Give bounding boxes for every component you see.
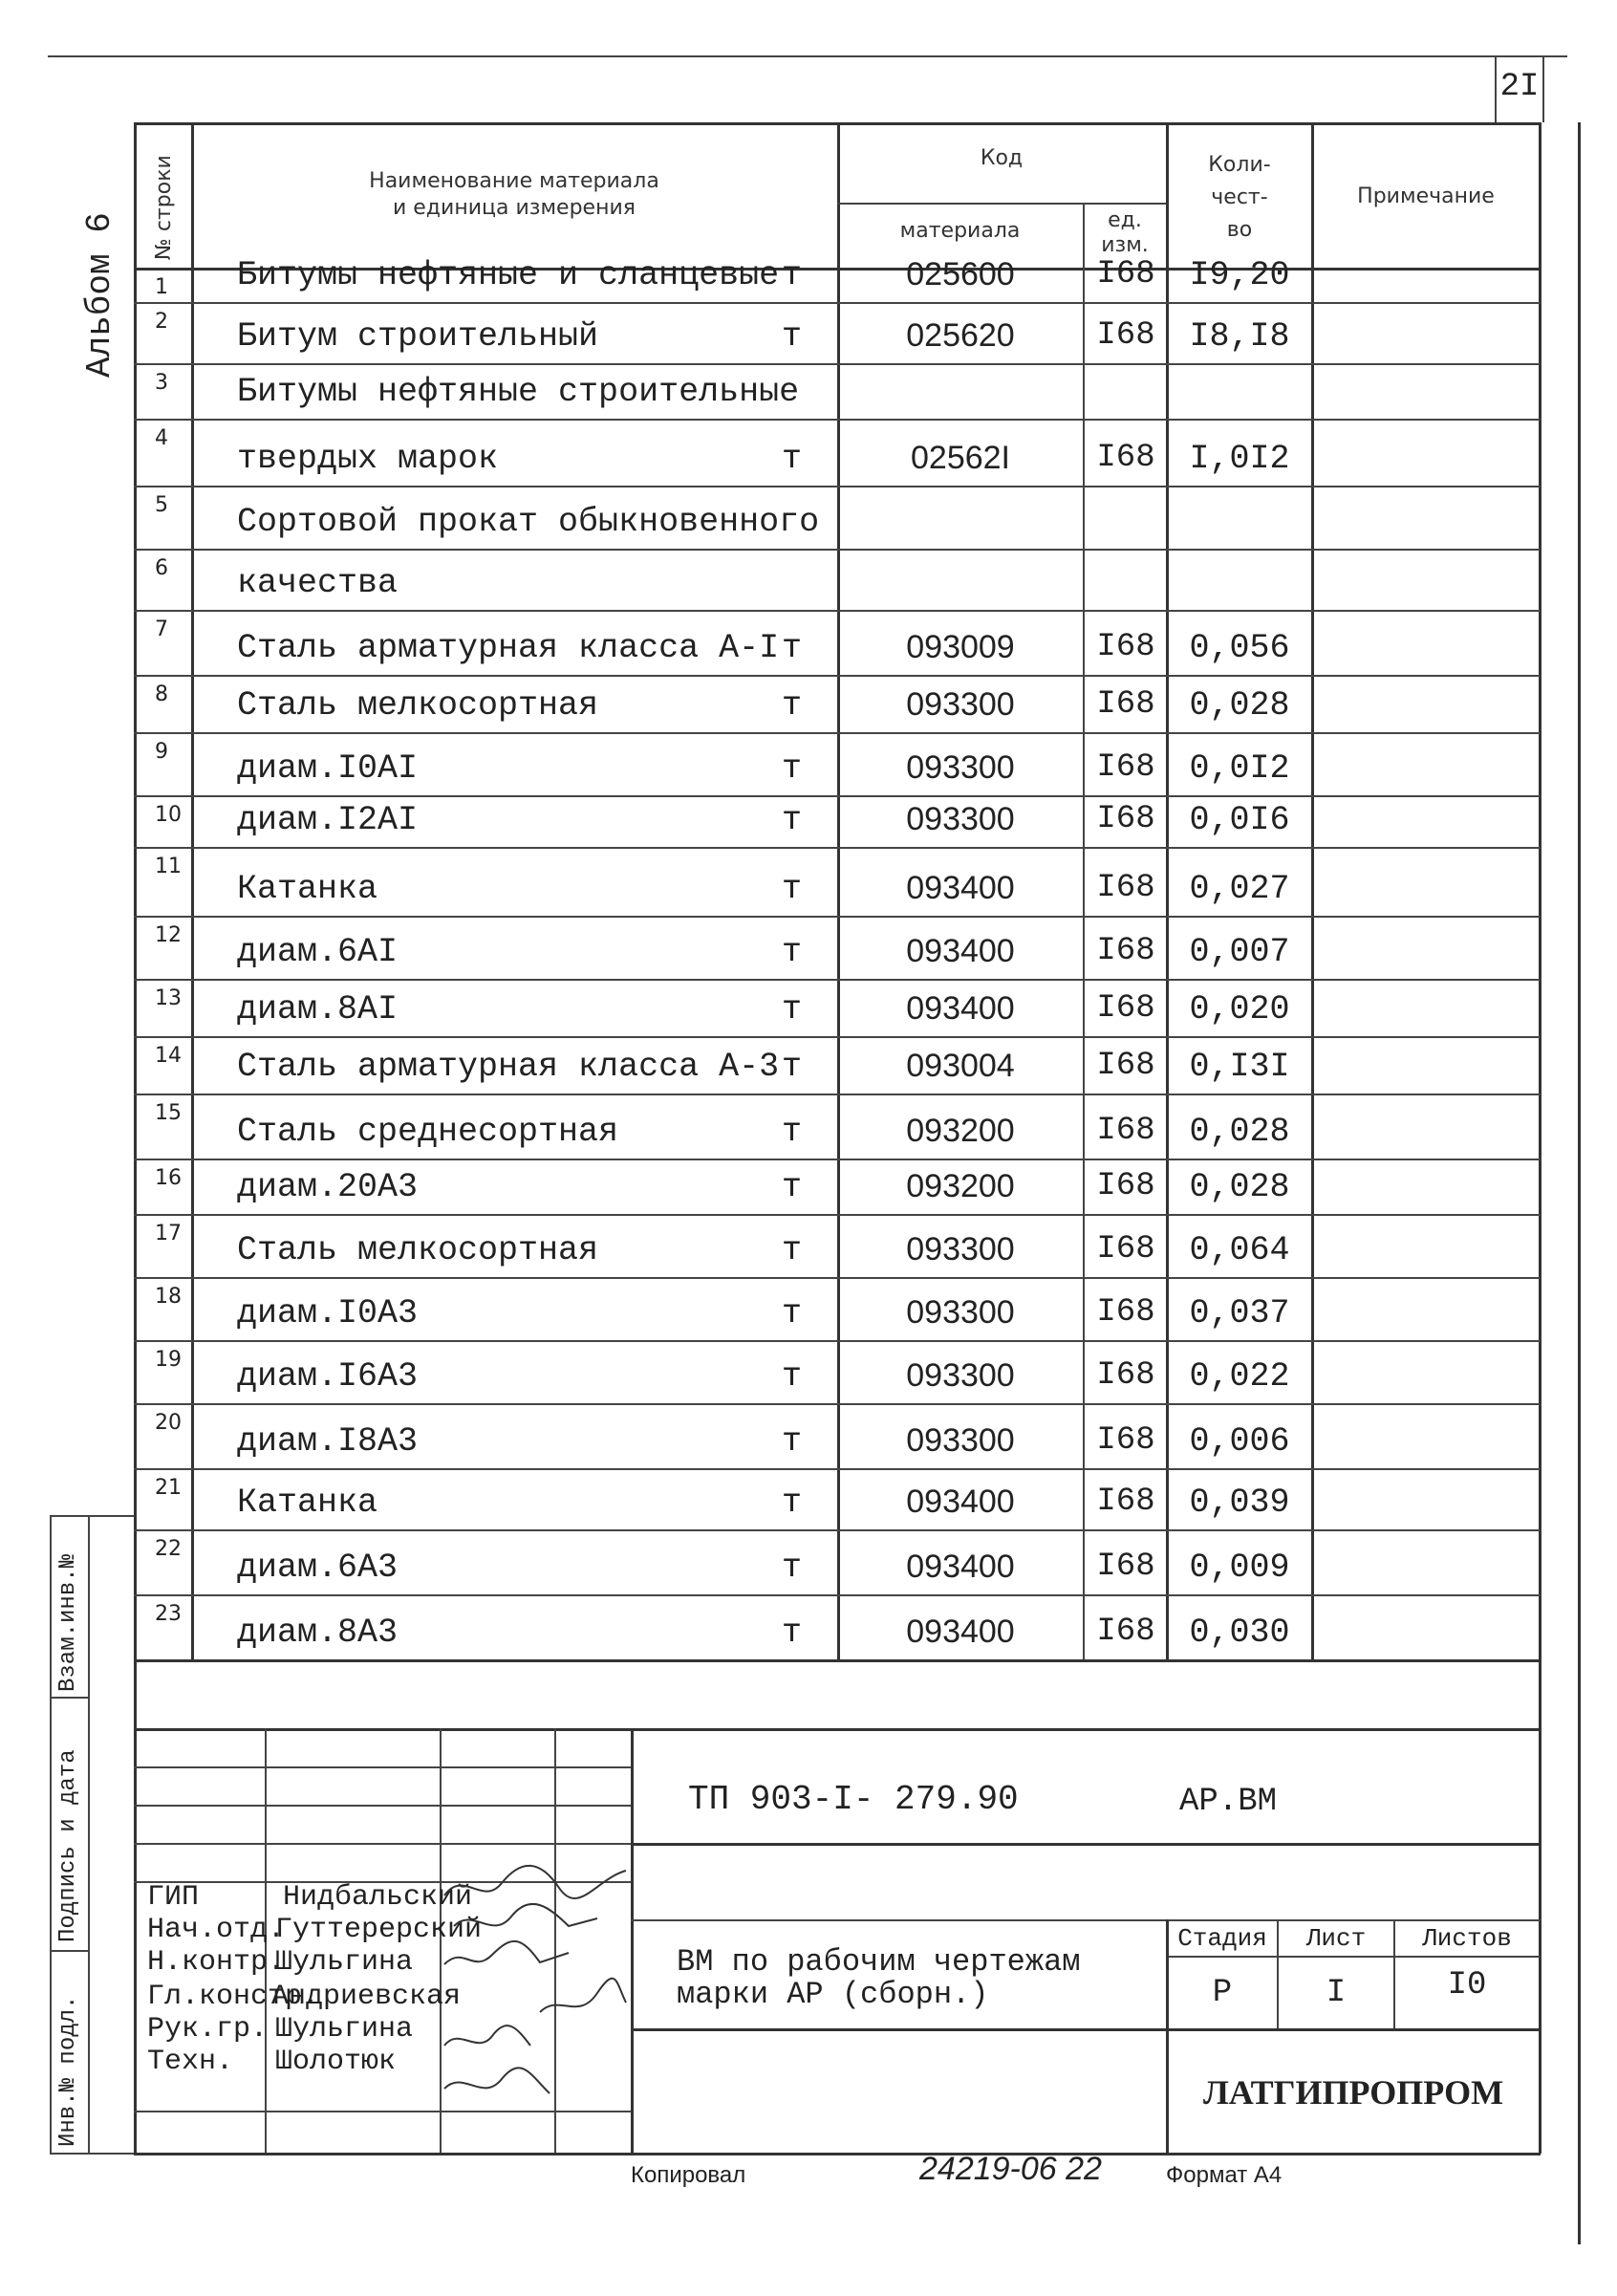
header-name <box>195 168 833 222</box>
header-code-group: Код <box>980 146 1024 170</box>
row-divider <box>134 1159 1541 1160</box>
material-unit: т <box>782 870 803 908</box>
row-divider <box>134 1036 1541 1038</box>
material-unit: т <box>782 1168 803 1206</box>
row-divider <box>134 979 1541 981</box>
staff-role: Нач.отд. <box>147 1914 286 1946</box>
material-code: 093300 <box>906 1422 1015 1459</box>
material-code: 093400 <box>906 1614 1015 1650</box>
sheet-label: Лист <box>1305 1924 1367 1953</box>
header-qty-1: Коли- <box>1208 153 1271 177</box>
signature-2 <box>454 1904 597 1926</box>
signature-4 <box>540 1979 626 2012</box>
row-number: 13 <box>155 986 182 1010</box>
row-divider <box>134 795 1541 797</box>
row-divider <box>134 1094 1541 1095</box>
row-number: 15 <box>155 1101 182 1125</box>
album-label: Альбом 6 <box>80 212 119 378</box>
quantity: 0,006 <box>1189 1422 1290 1461</box>
unit-code: I68 <box>1096 317 1155 354</box>
stage-label: Стадия <box>1177 1924 1267 1953</box>
material-code: 093300 <box>906 1357 1015 1394</box>
table-right-line <box>1539 122 1542 2154</box>
unit-code: I68 <box>1096 749 1155 786</box>
sheets-value: I0 <box>1447 1967 1487 2004</box>
row-number: 9 <box>155 740 168 764</box>
row-number: 1 <box>155 275 168 299</box>
row-divider <box>134 847 1541 849</box>
row-divider <box>134 675 1541 677</box>
material-code: 093009 <box>906 629 1015 665</box>
side-label-podpis: Подпись и дата <box>55 1749 81 1942</box>
material-name: Катанка <box>237 870 378 908</box>
unit-code: I68 <box>1096 686 1155 723</box>
tb-hline-4 <box>631 1843 1541 1846</box>
signatures-graphic <box>435 1850 636 2136</box>
doc-title-line2: марки АР (сборн.) <box>677 1977 989 2012</box>
staff-name: Гуттерерский <box>275 1914 483 1946</box>
right-border-line <box>1578 122 1581 2244</box>
material-code: 093300 <box>906 1231 1015 1267</box>
material-name: Сортовой прокат обыкновенного <box>237 503 820 541</box>
material-unit: т <box>782 629 803 667</box>
staff-role: Техн. <box>147 2046 234 2078</box>
footer-format: Формат А4 <box>1166 2162 1283 2188</box>
material-code: 093004 <box>906 1048 1015 1084</box>
material-unit: т <box>782 440 803 478</box>
footer-copied: Копировал <box>631 2162 746 2188</box>
row-number: 23 <box>155 1602 182 1626</box>
doc-title-line1: ВМ по рабочим чертежам <box>677 1944 1081 1980</box>
staff-name: Андриевская <box>271 1981 462 2013</box>
material-code: 093300 <box>906 749 1015 786</box>
quantity: 0,039 <box>1189 1484 1290 1522</box>
row-number: 18 <box>155 1285 182 1309</box>
material-unit: т <box>782 1048 803 1086</box>
table-left-line <box>134 122 137 2154</box>
col-sep-3 <box>1083 203 1085 1659</box>
unit-code: I68 <box>1096 629 1155 665</box>
row-divider <box>134 1214 1541 1216</box>
quantity: 0,028 <box>1189 1113 1290 1151</box>
quantity: 0,009 <box>1189 1549 1290 1587</box>
side-strip-sep-1 <box>50 1697 88 1699</box>
unit-code: I68 <box>1096 1549 1155 1585</box>
material-unit: т <box>782 749 803 788</box>
material-code: 025620 <box>906 317 1015 354</box>
row-number: 10 <box>155 803 182 827</box>
unit-code: I68 <box>1096 1422 1155 1459</box>
material-unit: т <box>782 1294 803 1332</box>
material-name: Битумы нефтяные и сланцевые <box>237 256 780 294</box>
row-divider <box>134 486 1541 487</box>
tb-hline-6 <box>631 1919 1541 1921</box>
material-name: диам.I2АI <box>237 801 419 839</box>
material-name: твердых марок <box>237 440 499 478</box>
material-unit: т <box>782 1113 803 1151</box>
unit-code: I68 <box>1096 870 1155 906</box>
row-number: 12 <box>155 923 182 947</box>
quantity: 0,I3I <box>1189 1048 1290 1086</box>
unit-code: I68 <box>1096 801 1155 837</box>
row-divider <box>134 1340 1541 1342</box>
row-divider <box>134 1277 1541 1279</box>
row-divider <box>134 916 1541 918</box>
material-name: диам.I8А3 <box>237 1422 419 1461</box>
row-number: 20 <box>155 1411 182 1435</box>
material-unit: т <box>782 990 803 1029</box>
unit-code: I68 <box>1096 1294 1155 1331</box>
row-divider <box>134 610 1541 612</box>
material-name: диам.6АI <box>237 933 399 971</box>
unit-code: I68 <box>1096 1048 1155 1084</box>
row-number: 8 <box>155 682 168 706</box>
quantity: 0,028 <box>1189 686 1290 725</box>
material-unit: т <box>782 1484 803 1522</box>
material-code: 025600 <box>906 256 1015 292</box>
col-sep-2 <box>837 122 840 1659</box>
material-name: Катанка <box>237 1484 378 1522</box>
material-code: 093300 <box>906 1294 1015 1331</box>
row-number: 21 <box>155 1476 182 1500</box>
staff-role: Н.контр. <box>147 1946 286 1979</box>
staff-role: Гл.констр. <box>147 1981 320 2013</box>
doc-mark: АР.ВМ <box>1179 1784 1278 1820</box>
unit-code: I68 <box>1096 1231 1155 1267</box>
header-qty <box>1168 149 1311 247</box>
quantity: 0,028 <box>1189 1168 1290 1206</box>
unit-code: I68 <box>1096 1357 1155 1394</box>
row-divider <box>134 419 1541 421</box>
row-number: 2 <box>155 310 168 334</box>
unit-code: I68 <box>1096 1113 1155 1149</box>
material-code: 093200 <box>906 1113 1015 1149</box>
row-number: 7 <box>155 617 168 641</box>
material-unit: т <box>782 686 803 725</box>
material-code: 093400 <box>906 1549 1015 1585</box>
unit-code: I68 <box>1096 256 1155 292</box>
row-divider <box>134 1594 1541 1596</box>
side-strip-bottom <box>50 2153 134 2155</box>
staff-name: Шульгина <box>275 1946 414 1979</box>
tb-hline-3 <box>134 1843 631 1845</box>
code-subheader-line <box>837 203 1166 205</box>
material-unit: т <box>782 1231 803 1269</box>
material-name: Сталь среднесортная <box>237 1113 619 1151</box>
row-divider <box>134 549 1541 551</box>
material-code: 093200 <box>906 1168 1015 1204</box>
material-code: 02562I <box>911 440 1010 476</box>
staff-name: Шолотюк <box>275 2046 397 2078</box>
side-strip-left <box>50 1515 52 2154</box>
tb-vline-5 <box>1166 1919 1169 2154</box>
unit-code: I68 <box>1096 990 1155 1027</box>
side-strip-top <box>50 1515 134 1517</box>
footer-number: 24219-06 22 <box>919 2151 1102 2187</box>
material-name: диам.I0АI <box>237 749 419 788</box>
side-label-inv: Инв.№ подл. <box>55 1995 81 2147</box>
material-name: Сталь арматурная класса А-3 <box>237 1048 780 1086</box>
organization: ЛАТГИПРОПРОМ <box>1202 2073 1504 2112</box>
side-strip-sep-2 <box>50 1950 88 1952</box>
quantity: I,0I2 <box>1189 440 1290 478</box>
header-code-unit-2: изм. <box>1101 233 1149 257</box>
quantity: I9,20 <box>1189 256 1290 294</box>
quantity: 0,0I6 <box>1189 801 1290 839</box>
material-name: диам.I6А3 <box>237 1357 419 1396</box>
tb-hline-1 <box>134 1766 631 1768</box>
material-name: диам.8АI <box>237 990 399 1029</box>
material-code: 093400 <box>906 1484 1015 1520</box>
staff-role: Рук.гр. <box>147 2013 269 2046</box>
row-divider <box>134 1529 1541 1531</box>
row-number: 16 <box>155 1166 182 1190</box>
material-name: Битум строительный <box>237 317 599 356</box>
tb-bottom-line <box>134 2153 1541 2155</box>
row-number: 22 <box>155 1537 182 1561</box>
row-number: 4 <box>155 426 168 450</box>
row-number: 6 <box>155 556 168 580</box>
sheet-value: I <box>1326 1975 1347 2011</box>
material-name: диам.8А3 <box>237 1614 399 1652</box>
material-code: 093300 <box>906 686 1015 723</box>
quantity: 0,007 <box>1189 933 1290 971</box>
row-divider <box>134 302 1541 304</box>
side-label-vzam: Взам.инв.№ <box>55 1553 81 1692</box>
row-number: 3 <box>155 371 168 395</box>
row-divider <box>134 1468 1541 1470</box>
material-name: Сталь арматурная класса А-I <box>237 629 780 667</box>
material-unit: т <box>782 1422 803 1461</box>
material-unit: т <box>782 933 803 971</box>
header-qty-3: во <box>1226 218 1253 242</box>
unit-code: I68 <box>1096 1168 1155 1204</box>
row-number: 17 <box>155 1222 182 1245</box>
row-divider <box>134 363 1541 365</box>
col-sep-4 <box>1166 122 1169 1659</box>
row-number: 14 <box>155 1044 182 1068</box>
material-code: 093400 <box>906 990 1015 1027</box>
row-number: 11 <box>155 855 182 878</box>
material-name: Битумы нефтяные строительные <box>237 373 800 411</box>
col-sep-5 <box>1311 122 1314 1659</box>
header-code-unit-1: ед. <box>1108 208 1142 232</box>
sheet-number-box-right <box>1542 55 1544 122</box>
material-unit: т <box>782 1549 803 1587</box>
tb-hline-8 <box>631 2028 1541 2031</box>
material-unit: т <box>782 1357 803 1396</box>
signature-6 <box>444 2068 550 2093</box>
material-name: диам.20А3 <box>237 1168 419 1206</box>
quantity: 0,0I2 <box>1189 749 1290 788</box>
quantity: 0,056 <box>1189 629 1290 667</box>
top-border-line <box>48 55 1567 57</box>
sheets-label: Листов <box>1422 1924 1512 1953</box>
tb-hline-2 <box>134 1805 631 1807</box>
signature-3 <box>444 1941 569 1964</box>
sheet-number: 2I <box>1499 69 1540 105</box>
material-name: качества <box>237 564 399 602</box>
header-qty-2: чест- <box>1211 185 1268 209</box>
doc-code: ТП 903-I- 279.90 <box>688 1780 1019 1819</box>
material-code: 093300 <box>906 801 1015 837</box>
row-divider <box>134 732 1541 734</box>
header-name-line1: Наименование материала <box>369 169 659 193</box>
stage-value: Р <box>1212 1975 1233 2011</box>
side-strip-right <box>88 1515 90 2154</box>
quantity: 0,064 <box>1189 1231 1290 1269</box>
material-unit: т <box>782 1614 803 1652</box>
staff-name: Шульгина <box>275 2013 414 2046</box>
header-note: Примечание <box>1357 184 1495 208</box>
row-divider <box>134 1403 1541 1405</box>
quantity: I8,I8 <box>1189 317 1290 356</box>
tb-hline-7 <box>1166 1956 1541 1958</box>
title-block-top-line <box>134 1728 1541 1731</box>
quantity: 0,027 <box>1189 870 1290 908</box>
header-code-unit <box>1084 208 1166 258</box>
header-name-line2: и единица измерения <box>392 196 636 220</box>
material-unit: т <box>782 256 803 294</box>
material-name: Сталь мелкосортная <box>237 686 599 725</box>
staff-role: ГИП <box>147 1881 200 1914</box>
quantity: 0,037 <box>1189 1294 1290 1332</box>
unit-code: I68 <box>1096 1614 1155 1650</box>
unit-code: I68 <box>1096 933 1155 969</box>
material-code: 093400 <box>906 933 1015 969</box>
header-code-material: материала <box>899 219 1021 243</box>
signature-1 <box>444 1866 626 1898</box>
material-code: 093400 <box>906 870 1015 906</box>
quantity: 0,020 <box>1189 990 1290 1029</box>
quantity: 0,022 <box>1189 1357 1290 1396</box>
staff-name: Нидбальский <box>283 1881 473 1914</box>
unit-code: I68 <box>1096 1484 1155 1520</box>
material-unit: т <box>782 801 803 839</box>
material-name: диам.I0А3 <box>237 1294 419 1332</box>
material-name: Сталь мелкосортная <box>237 1231 599 1269</box>
quantity: 0,030 <box>1189 1614 1290 1652</box>
doc-title <box>677 1946 1080 2011</box>
header-row-no: № строки <box>152 155 176 260</box>
table-bottom-line <box>134 1659 1541 1662</box>
row-number: 19 <box>155 1348 182 1372</box>
unit-code: I68 <box>1096 440 1155 476</box>
material-name: диам.6А3 <box>237 1549 399 1587</box>
row-number: 5 <box>155 493 168 517</box>
col-sep-1 <box>191 122 194 1659</box>
signature-5 <box>444 2025 530 2046</box>
material-unit: т <box>782 317 803 356</box>
